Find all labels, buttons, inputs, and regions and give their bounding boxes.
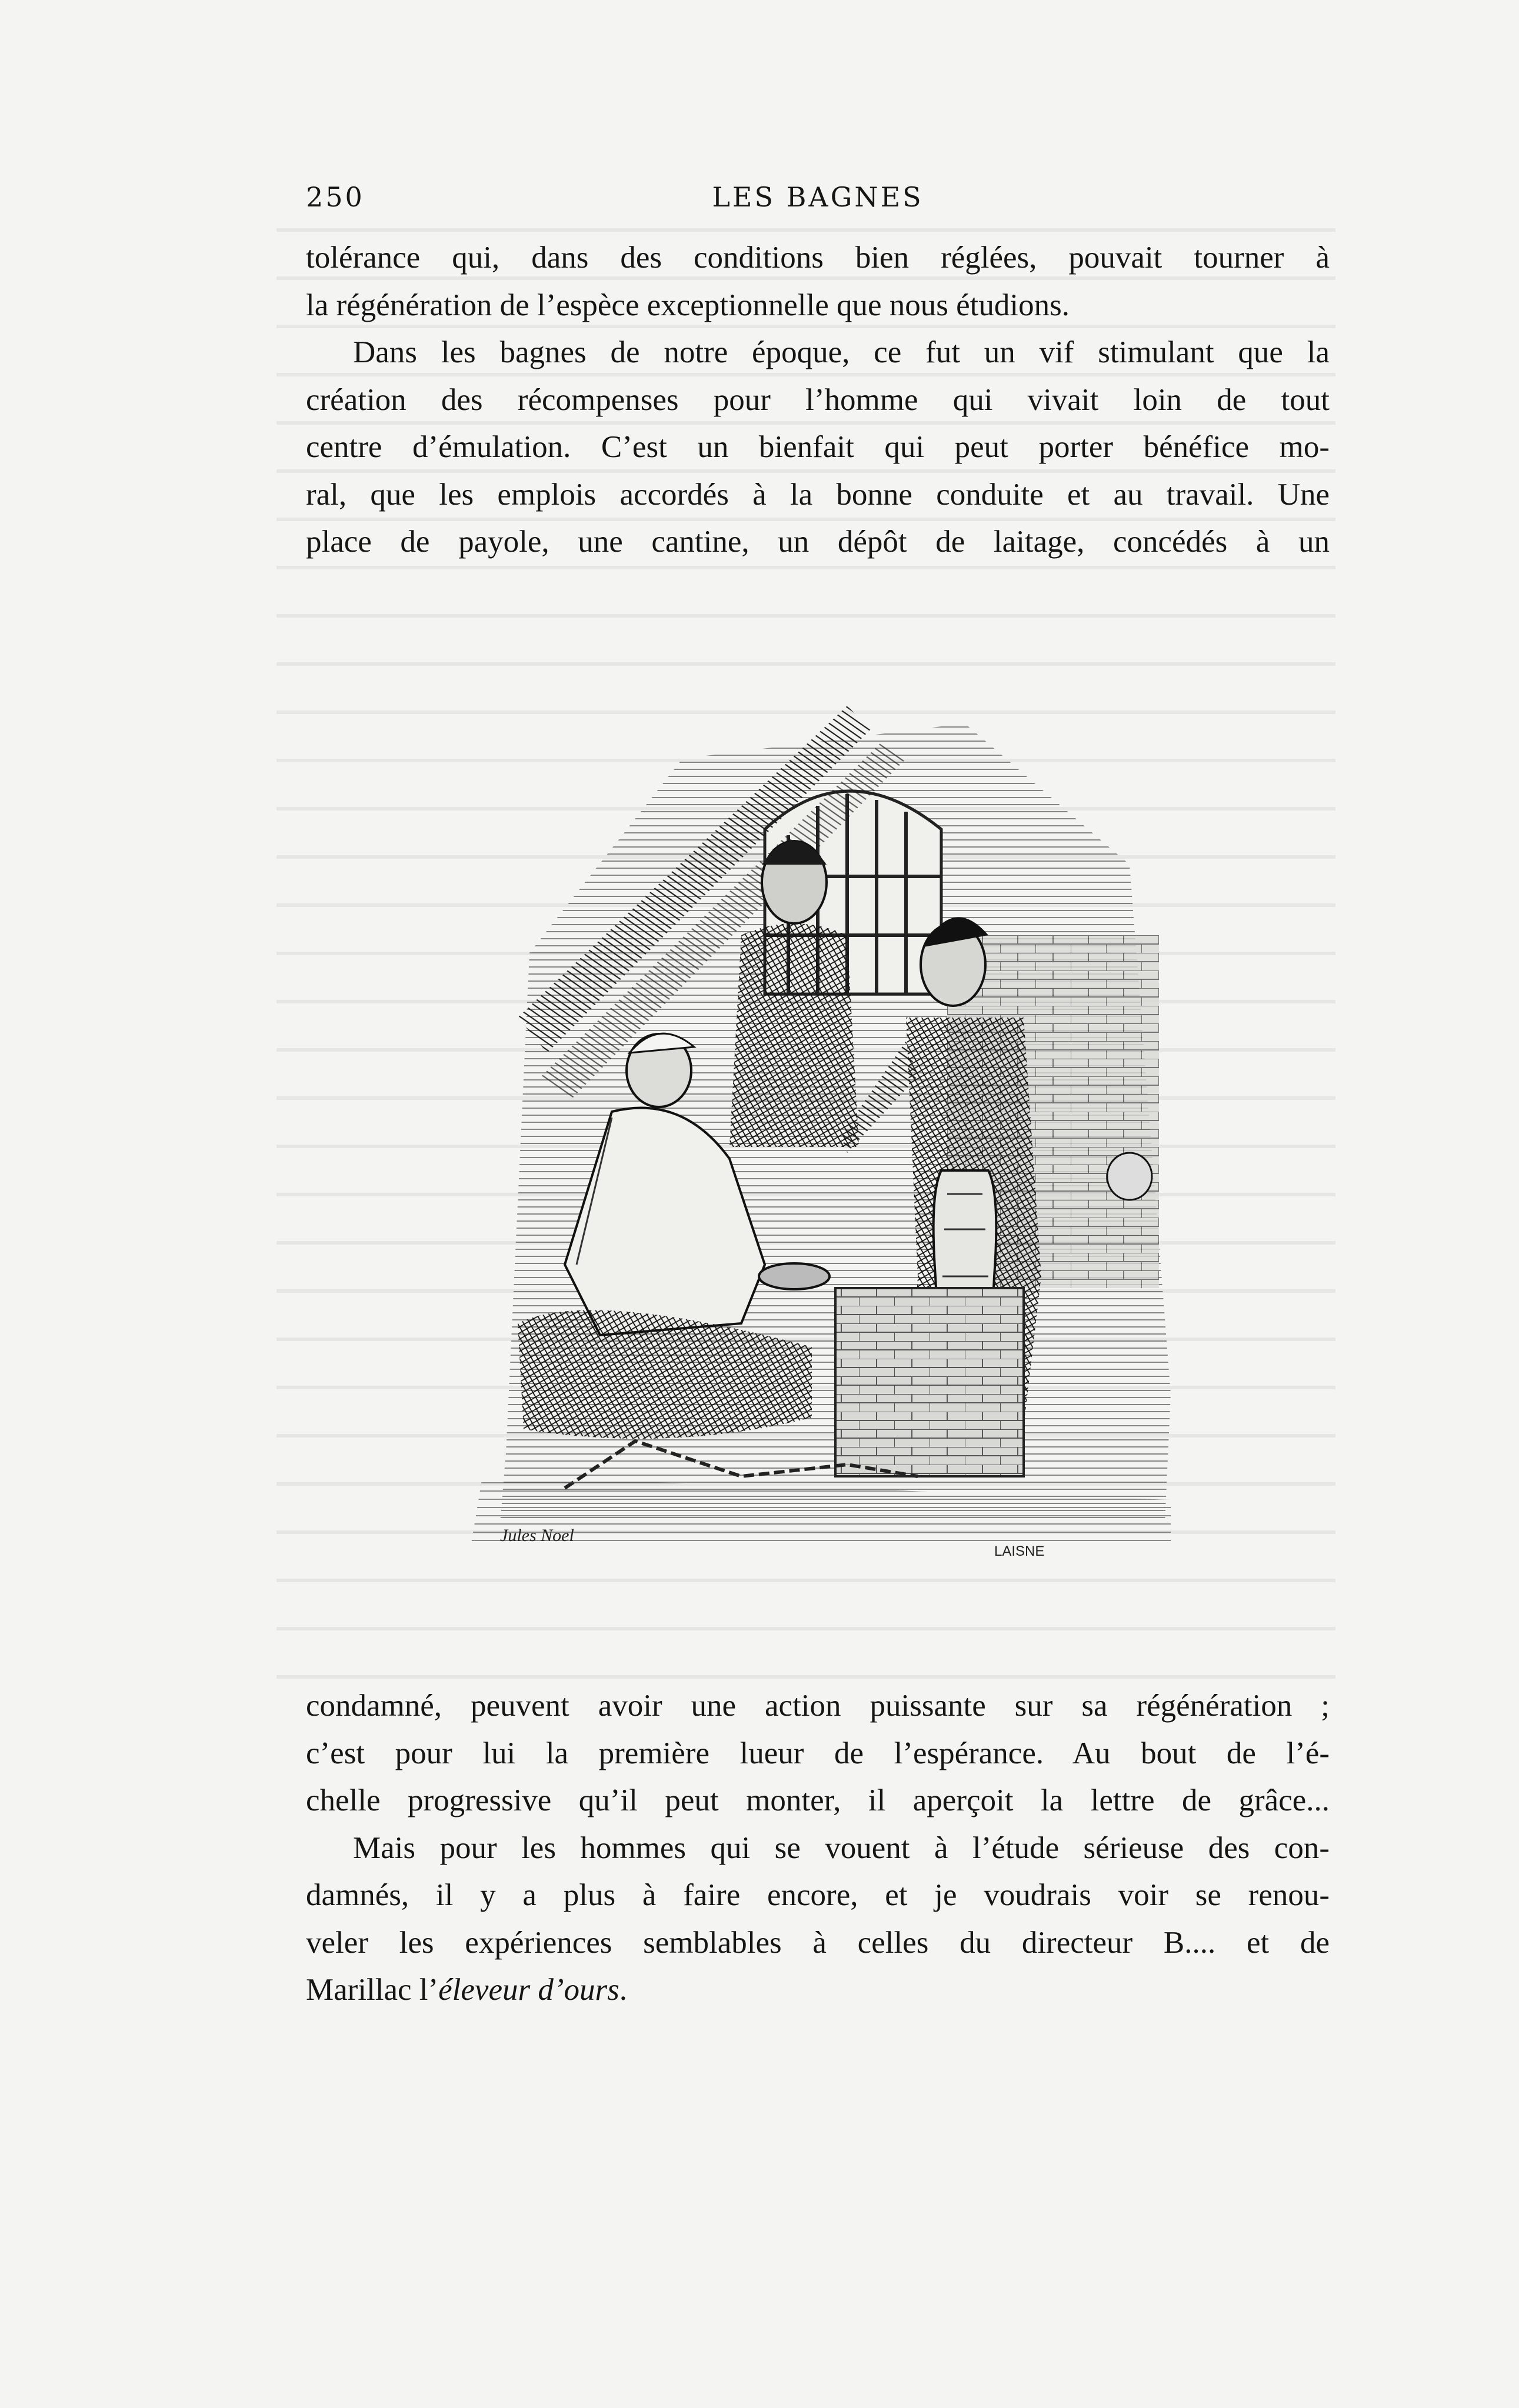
text-line: chelle progressive qu’il peut monter, il aperçoit la lettre de grâce...: [306, 1783, 1330, 1817]
text-line: c’est pour lui la première lueur de l’espérance. Au bout de l’é-: [306, 1736, 1330, 1770]
text-block-bottom: [306, 1682, 1330, 2014]
text-line: ral, que les emplois accordés à la bonne conduite et au travail. Une: [306, 477, 1330, 512]
italic-phrase: éleveur d’ours: [438, 1973, 619, 2007]
text-line: veler les expériences semblables à celles du directeur B.... et de: [306, 1925, 1330, 1960]
text-line: la régénération de l’espèce exceptionnelle que nous étudions.: [306, 288, 1070, 322]
text-line: place de payole, une cantine, un dépôt de laitage, concédés à un: [306, 525, 1330, 559]
page-header: [306, 176, 1330, 224]
page-number: 250: [306, 181, 365, 213]
text-block-top: [306, 234, 1330, 566]
text-line: Dans les bagnes de notre époque, ce fut un vif stimulant que la: [353, 335, 1330, 369]
text-line: tolérance qui, dans des conditions bien réglées, pouvait tourner à: [306, 241, 1330, 275]
prison-scene-engraving: [435, 688, 1200, 1629]
text-line: condamné, peuvent avoir une action puissante sur sa régénération ;: [306, 1689, 1330, 1723]
paragraph: [306, 234, 1330, 329]
text-line: centre d’émulation. C’est un bienfait qui peut porter bénéfice mo-: [306, 430, 1330, 464]
text-line-start: Marillac l’: [306, 1973, 439, 2007]
paragraph: [306, 329, 1330, 566]
text-line: damnés, il y a plus à faire encore, et je voudrais voir se renou-: [306, 1878, 1330, 1912]
engraver-signature: LAISNE: [994, 1543, 1045, 1559]
paragraph: [306, 1682, 1330, 1825]
running-title: LES BAGNES: [712, 181, 924, 213]
text-line: création des récompenses pour l’homme qui vivait loin de tout: [306, 382, 1330, 417]
artist-signature: Jules Noel: [500, 1526, 574, 1545]
text-line-final: [306, 1966, 1330, 2014]
sentence-end: .: [619, 1973, 628, 2007]
text-line: Mais pour les hommes qui se vouent à l’étude sérieuse des con-: [353, 1830, 1330, 1865]
engraving-illustration: [435, 688, 1200, 1629]
paragraph: [306, 1825, 1330, 2014]
